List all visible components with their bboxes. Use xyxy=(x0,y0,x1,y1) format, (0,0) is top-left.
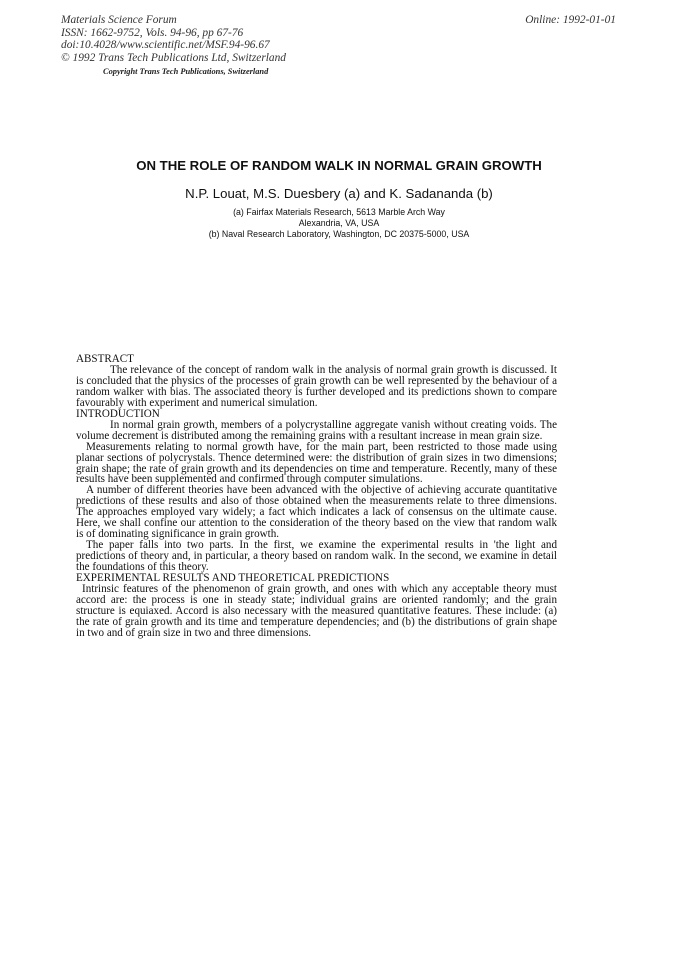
journal-name: Materials Science Forum xyxy=(61,14,177,26)
citation-header xyxy=(61,14,286,64)
doi-line: doi:10.4028/www.scientific.net/MSF.94-96.67 xyxy=(61,39,270,52)
paper-body xyxy=(76,354,557,639)
introduction-paragraph-3: A number of different theories have been advanced with the objective of achieving accurate quantitative predictions of these results and also of those obtained when the measurements relate to three dimensions. The approaches employed vary widely; a fact which indicates a lack of consensus on the ultimate cause. Here, we shall confine our attention to the consideration of the theory based on the view that random walk is of dominating significance in grain growth. xyxy=(76,484,557,541)
copyright-stamp: Copyright Trans Tech Publications, Switzerland xyxy=(103,67,269,76)
introduction-paragraph-1: In normal grain growth, members of a polycrystalline aggregate vanish without creating voids. The volume decrement is distributed among the remaining grains with a resultant increase in mean grain size. xyxy=(76,418,557,442)
experimental-paragraph-1: Intrinsic features of the phenomenon of grain growth, and ones with which any acceptable theory must accord are: the process is one in steady state; individual grains are oriented randomly; and the grain structure is equiaxed. Accord is also necessary with the measured quantitative features. These include: (a) the rate of grain growth and its time and temperature dependencies; and (b) the distributions of grain shape in two and of grain size in two and three dimensions. xyxy=(76,583,557,639)
introduction-paragraph-4: The paper falls into two parts. In the first, we examine the experimental results in 'the light and predictions of theory and, in particular, a theory based on random walk. In the second, we examine in detail the foundations of this theory. xyxy=(76,539,557,574)
abstract-text: The relevance of the concept of random walk in the analysis of normal grain growth is discussed. It is concluded that the physics of the processes of grain growth can be well represented by the behaviour of a random walker with bias. The associated theory is further developed and its predictions shown to compare favourably with experiment and numerical simulation. xyxy=(76,363,557,409)
paper-authors: N.P. Louat, M.S. Duesbery (a) and K. Sadananda (b) xyxy=(185,186,493,201)
copyright-line: © 1992 Trans Tech Publications Ltd, Switzerland xyxy=(61,51,286,64)
affiliation-b: (b) Naval Research Laboratory, Washington, DC 20375-5000, USA xyxy=(208,229,470,239)
introduction-paragraph-2: Measurements relating to normal growth have, for the main part, been restricted to those made using planar sections of polycrystals. Thence determined were: the distribution of grain sizes in two dimensions; grain shape; the rate of grain growth and its dependencies on time and temperature. Recently, many of these results have been supplemented and confirmed through computer simulations. xyxy=(76,440,557,486)
online-date: Online: 1992-01-01 xyxy=(525,14,616,26)
affiliation-a-line2: Alexandria, VA, USA xyxy=(298,218,380,228)
experimental-heading: EXPERIMENTAL RESULTS AND THEORETICAL PREDICTIONS xyxy=(76,572,390,585)
paper-title: ON THE ROLE OF RANDOM WALK IN NORMAL GRAIN GROWTH xyxy=(136,158,542,173)
issn-line: ISSN: 1662-9752, Vols. 94-96, pp 67-76 xyxy=(61,26,244,39)
abstract-heading: ABSTRACT xyxy=(76,353,134,365)
affiliation-a-line1: (a) Fairfax Materials Research, 5613 Marble Arch Way xyxy=(233,207,445,217)
introduction-heading: INTRODUCTION xyxy=(76,407,160,420)
